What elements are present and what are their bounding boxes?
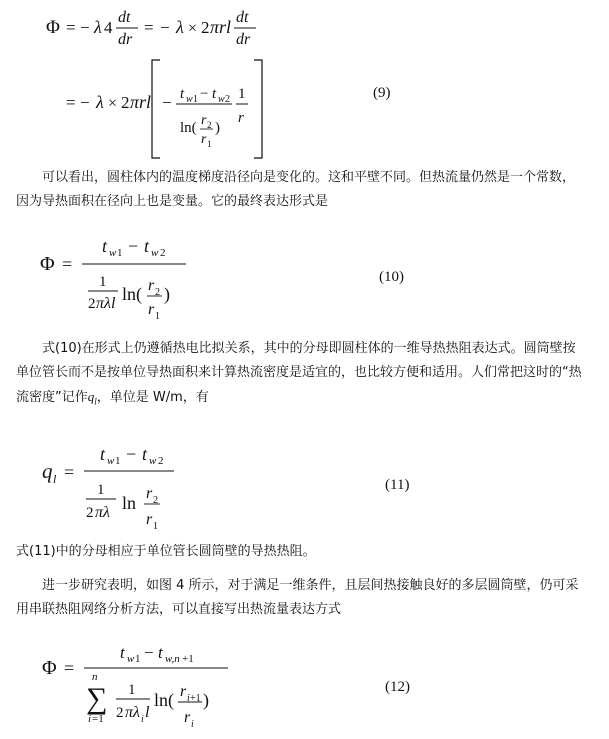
svg-text:=: = — [66, 18, 76, 37]
svg-text:∑: ∑ — [86, 682, 108, 715]
svg-text:=: = — [64, 462, 75, 482]
paragraph-4-line-1: 进一步研究表明，如图 4 所示，对于满足一维条件，且层间热接触良好的多层圆筒壁，仍可采 — [42, 578, 579, 593]
equation-12 — [40, 640, 280, 734]
paragraph-2-line-3-a: 流密度”记作 — [16, 390, 88, 405]
svg-text:λ: λ — [96, 92, 104, 112]
svg-text:dr: dr — [118, 31, 133, 48]
svg-text:1: 1 — [135, 653, 141, 665]
paragraph-3 — [16, 540, 606, 564]
svg-text:1: 1 — [128, 682, 136, 698]
svg-text:+1: +1 — [190, 693, 201, 704]
svg-text:t: t — [100, 444, 106, 464]
svg-text:−: − — [144, 643, 154, 662]
paragraph-1-line-2: 因为导热面积在径向上也是变量。它的最终表达形式是 — [16, 194, 329, 209]
paragraph-4-line-2: 用串联热阻网络分析方法，可以直接写出热流量表达方式 — [16, 602, 342, 617]
equation-11 — [40, 438, 240, 530]
svg-text:l: l — [145, 704, 150, 721]
svg-text:=: = — [144, 18, 154, 37]
svg-text:−: − — [128, 236, 139, 256]
svg-text:t: t — [158, 643, 163, 662]
paragraph-1-line-1: 可以看出，圆柱体内的温度梯度沿径向是变化的。这和平壁不同。但热流量仍然是一个常数， — [42, 170, 576, 185]
svg-text:=: = — [62, 254, 73, 274]
svg-text:2: 2 — [153, 495, 158, 506]
svg-text:λ: λ — [94, 17, 102, 37]
svg-text:r: r — [201, 113, 207, 128]
svg-text:2: 2 — [155, 287, 160, 298]
paragraph-2-line-3-b: ，单位是 W/m，有 — [96, 390, 209, 405]
svg-text:ln(: ln( — [180, 120, 197, 136]
svg-text:πrl: πrl — [210, 17, 232, 37]
svg-text:q: q — [42, 459, 53, 483]
equation-9-number: (9) — [373, 85, 391, 101]
svg-text:−: − — [162, 93, 172, 112]
svg-text:πλ: πλ — [125, 704, 140, 721]
paragraph-2 — [16, 337, 606, 414]
svg-text:1: 1 — [238, 86, 246, 102]
svg-text:1: 1 — [117, 247, 123, 259]
svg-text:t: t — [120, 643, 125, 662]
svg-text:+1: +1 — [182, 653, 194, 665]
svg-text:r: r — [184, 709, 191, 726]
svg-text:i: i — [141, 714, 144, 725]
svg-text:1: 1 — [97, 482, 105, 498]
svg-text:ln(: ln( — [122, 284, 142, 304]
svg-text:dr: dr — [236, 31, 251, 48]
svg-text:dt: dt — [118, 9, 131, 26]
svg-text:×: × — [108, 95, 118, 112]
svg-text:r: r — [148, 277, 155, 294]
svg-text:−: − — [160, 18, 170, 37]
svg-text:1: 1 — [207, 139, 212, 149]
svg-text:1: 1 — [99, 274, 107, 290]
svg-text:2: 2 — [88, 296, 96, 312]
svg-text:w: w — [149, 455, 157, 467]
svg-text:w: w — [186, 94, 193, 105]
svg-text:w: w — [109, 247, 117, 259]
svg-text:r: r — [238, 110, 244, 126]
svg-text:): ) — [203, 690, 209, 710]
paragraph-4 — [16, 574, 606, 622]
svg-text:2: 2 — [116, 705, 124, 721]
svg-text:n: n — [92, 671, 98, 683]
equation-10 — [38, 232, 238, 324]
svg-text:r: r — [148, 301, 155, 318]
svg-text:t: t — [212, 86, 217, 102]
svg-text:r: r — [180, 683, 187, 700]
svg-text:=: = — [64, 658, 75, 678]
svg-text:2: 2 — [225, 94, 230, 105]
svg-text:2: 2 — [121, 93, 130, 112]
svg-text:πλl: πλl — [96, 295, 116, 312]
svg-text:−: − — [80, 93, 90, 112]
svg-text:Φ: Φ — [42, 657, 57, 679]
svg-text:πλ: πλ — [95, 504, 110, 521]
svg-text:t: t — [102, 236, 108, 256]
heat-flux-subscript: l — [94, 396, 97, 407]
paragraph-2-line-2: 单位管长而不是按单位导热面积来计算热流密度是适宜的，也比较方便和适用。人们常把这时的“热 — [16, 365, 582, 380]
svg-text:4: 4 — [104, 18, 113, 37]
heat-flux-symbol: q — [87, 389, 95, 404]
svg-text:i: i — [187, 693, 190, 704]
svg-text:l: l — [53, 472, 57, 486]
svg-text:=: = — [66, 93, 76, 112]
equation-11-number: (11) — [385, 477, 410, 493]
svg-text:λ: λ — [176, 17, 184, 37]
svg-text:2: 2 — [207, 120, 212, 130]
svg-text:w: w — [151, 247, 159, 259]
svg-text:−: − — [126, 444, 137, 464]
svg-text:dt: dt — [236, 9, 249, 26]
svg-text:=1: =1 — [92, 713, 104, 725]
svg-text:2: 2 — [160, 247, 166, 259]
svg-text:2: 2 — [201, 18, 210, 37]
svg-text:1: 1 — [153, 521, 158, 532]
svg-text:w: w — [218, 94, 225, 105]
svg-text:2: 2 — [158, 455, 164, 467]
svg-text:πrl: πrl — [130, 92, 152, 112]
svg-text:1: 1 — [115, 455, 121, 467]
svg-text:×: × — [188, 20, 198, 37]
svg-text:ln: ln — [122, 493, 137, 513]
equation-10-number: (10) — [379, 269, 404, 285]
svg-text:): ) — [215, 120, 220, 136]
svg-text:r: r — [201, 132, 207, 147]
svg-text:Φ: Φ — [40, 253, 55, 275]
svg-text:t: t — [142, 444, 148, 464]
svg-text:): ) — [164, 284, 170, 304]
svg-text:w: w — [127, 653, 135, 665]
svg-text:r: r — [146, 485, 153, 502]
svg-text:ln(: ln( — [154, 690, 174, 710]
svg-text:w: w — [107, 455, 115, 467]
paragraph-2-line-3 — [16, 385, 606, 414]
svg-text:1: 1 — [155, 311, 160, 322]
svg-text:2: 2 — [86, 505, 94, 521]
svg-text:t: t — [144, 236, 150, 256]
svg-text:−: − — [200, 86, 209, 102]
svg-text:Φ: Φ — [46, 17, 60, 38]
equation-12-number: (12) — [385, 679, 410, 695]
svg-text:t: t — [180, 86, 185, 102]
paragraph-1 — [16, 166, 606, 214]
equation-9 — [40, 0, 300, 160]
svg-text:−: − — [80, 18, 90, 37]
svg-text:w,n: w,n — [165, 653, 180, 665]
svg-text:1: 1 — [193, 94, 198, 105]
svg-text:i: i — [191, 719, 194, 730]
paragraph-3-text: 式(11)中的分母相应于单位管长圆筒壁的导热热阻。 — [16, 544, 316, 559]
svg-text:r: r — [146, 511, 153, 528]
paragraph-2-line-1: 式(10)在形式上仍遵循热电比拟关系，其中的分母即圆柱体的一维导热热阻表达式。圆筒壁按 — [42, 341, 576, 356]
svg-text:i: i — [88, 713, 92, 725]
